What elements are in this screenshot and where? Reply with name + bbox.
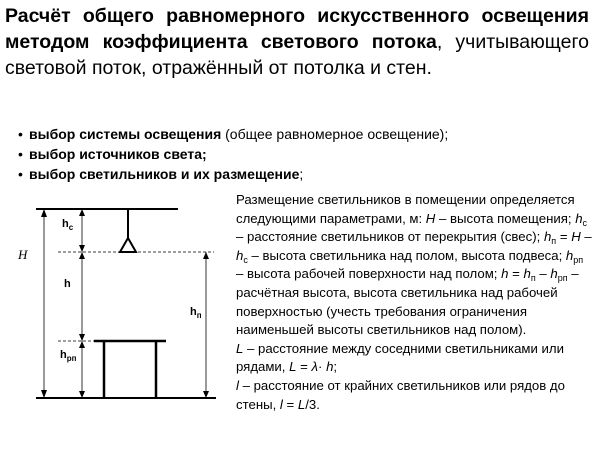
label-h: h: [64, 278, 71, 290]
bullet-bold: выбор системы освещения: [29, 126, 222, 142]
title-normal: , учитывающего световой поток, отражённый от потолка и стен.: [5, 31, 589, 79]
bullet-item: [18, 144, 578, 164]
label-H: H: [18, 247, 28, 262]
bullet-normal: (общее равномерное освещение);: [221, 126, 449, 142]
bullet-list: [18, 124, 578, 184]
table-icon: [94, 341, 166, 398]
label-hn: $h_п$: [190, 306, 202, 320]
dimension-h: [79, 252, 85, 341]
desc-paragraph-L: L – расстояние между соседними светильниками или рядами, L = λ· h;: [236, 340, 564, 375]
dimension-hc: [79, 209, 85, 252]
title-bold: Расчёт общего равномерного искусственного освещения методом коэффициента светового потока: [5, 5, 589, 53]
label-hpn: $h_{рп}$: [60, 349, 77, 363]
lighting-height-diagram: [0, 190, 236, 420]
desc-paragraph-1: Размещение светильников в помещении определяется следующими параметрами, м: H – высота помещения; $h_с$ – расстояние светильников от перекрытия (свес); $h_п = H - h_с$ – высота светильника над полом, высота подвеса; $h_{рп}$ – высота рабочей поверхности над полом; $h = h_п - h_{рп}$ – расчётная высота, высота светильника над рабочей поверхностью (учесть требования ограничения наименьшей высоты светильников над полом).: [236, 192, 592, 338]
desc-paragraph-l: l – расстояние от крайних светильников или рядов до стены, l = L/3.: [236, 377, 565, 412]
luminaire-icon: [120, 209, 136, 252]
placement-description: [236, 191, 592, 414]
dimension-hn: [203, 252, 209, 398]
bullet-item: [18, 124, 578, 144]
dimension-H: [41, 209, 47, 398]
bullet-normal: ;: [299, 166, 304, 182]
bullet-bold: выбор светильников и их размещение: [29, 166, 300, 182]
label-hc: $h_c$: [62, 218, 74, 232]
bullet-item: [18, 164, 578, 184]
dimension-hpn: [79, 341, 85, 398]
slide-title: [5, 3, 589, 81]
bullet-bold: выбор источников света;: [29, 146, 207, 162]
